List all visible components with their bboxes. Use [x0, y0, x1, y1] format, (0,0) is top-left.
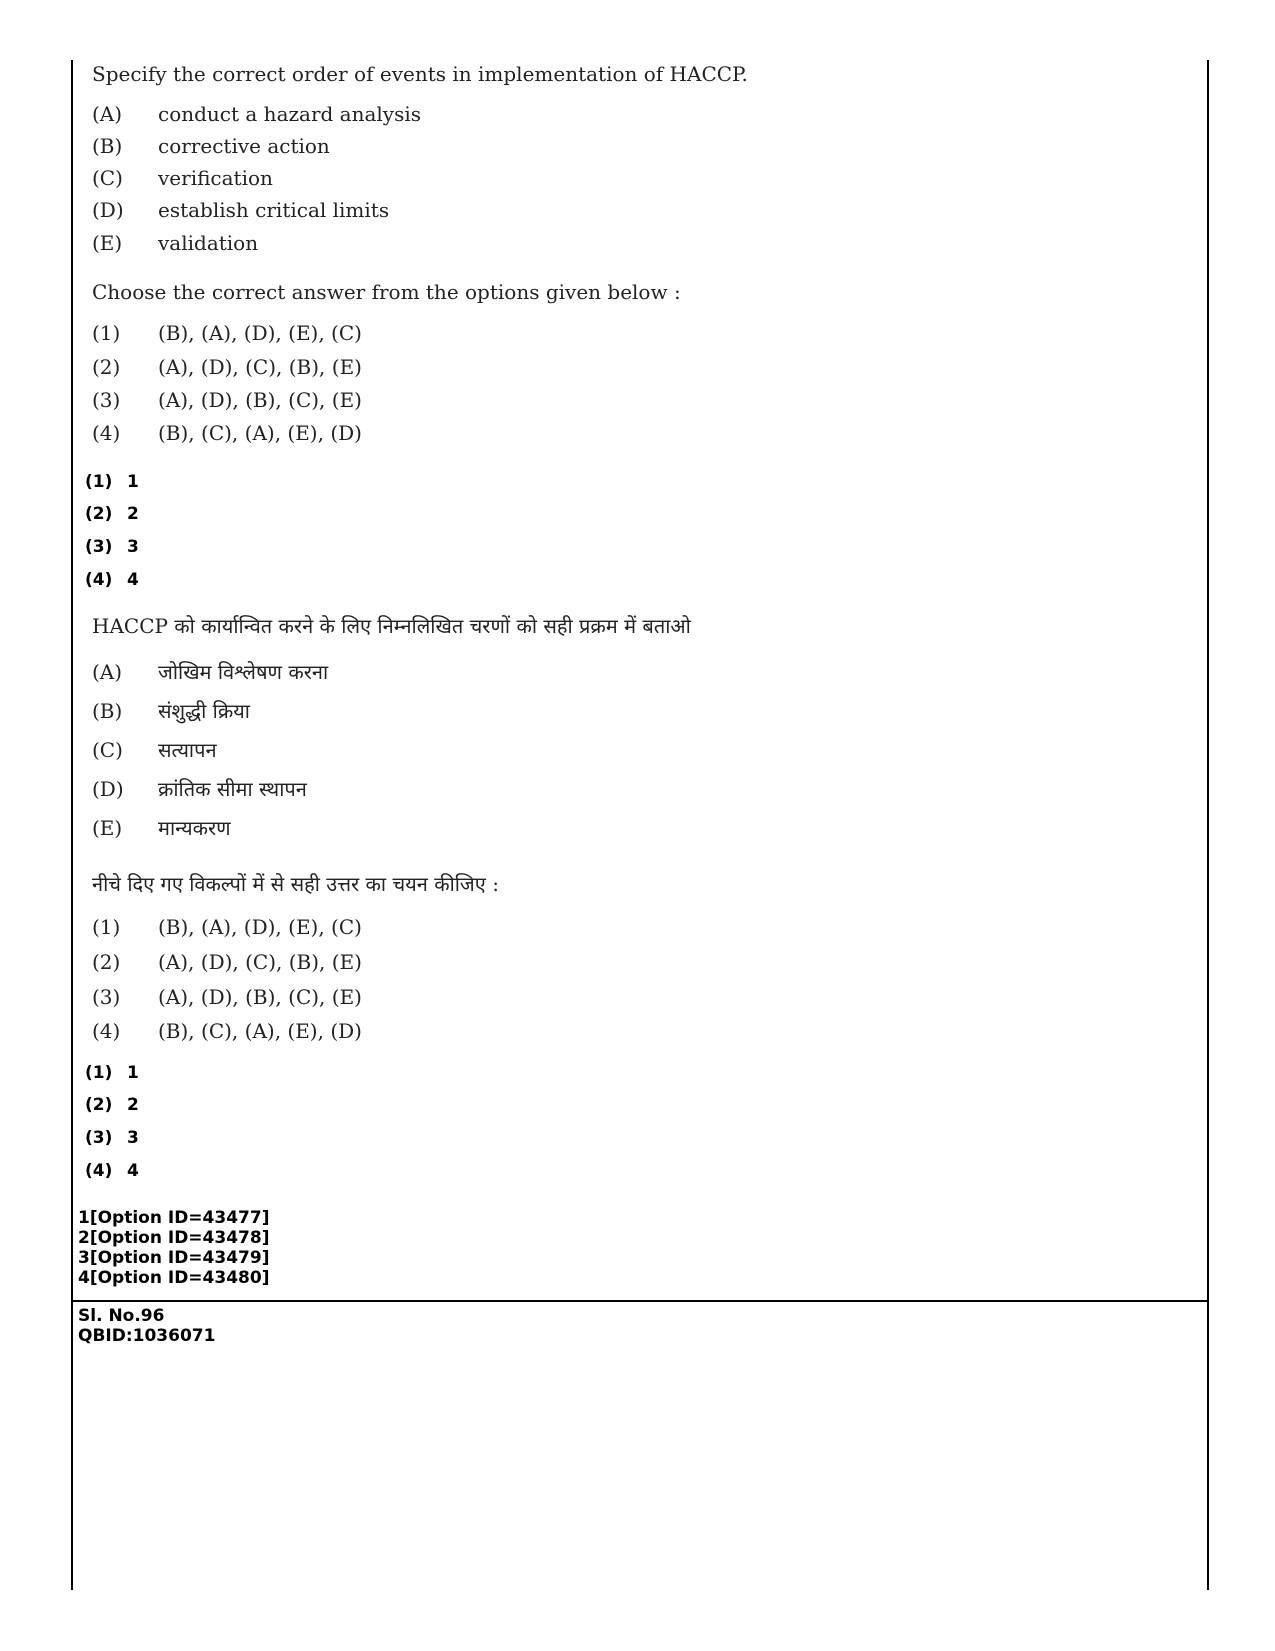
option-number: (2) [85, 1095, 113, 1115]
answer-option-1-hindi[interactable] [85, 1063, 139, 1083]
option-number: (1) [85, 472, 113, 492]
option-id-4: 4[Option ID=43480] [78, 1268, 270, 1288]
item-text: मान्यकरण [158, 816, 231, 840]
qbid: QBID:1036071 [78, 1326, 216, 1346]
option-value: 1 [127, 472, 139, 492]
answer-option-3-hindi[interactable] [85, 1128, 139, 1148]
answer-option-4[interactable] [85, 570, 139, 590]
choice-1-english [92, 321, 362, 345]
item-text: validation [158, 231, 259, 255]
item-label: (C) [92, 166, 123, 190]
answer-option-4-hindi[interactable] [85, 1161, 139, 1181]
option-number: (3) [85, 1128, 113, 1148]
question-stem-hindi: HACCP को कार्यान्वित करने के लिए निम्नलिखित चरणों को सही प्रक्रम में बताओ [92, 614, 691, 638]
choice-2-hindi [92, 950, 362, 974]
option-number: (3) [85, 537, 113, 557]
item-text: सत्यापन [158, 738, 217, 762]
choice-4-english [92, 421, 362, 445]
item-text: संशुद्धी क्रिया [158, 699, 250, 723]
option-value: 4 [127, 570, 139, 590]
option-number: (4) [85, 1161, 113, 1181]
choice-label: (2) [92, 355, 121, 379]
question-stem-english: Specify the correct order of events in implementation of HACCP. [92, 62, 748, 86]
instruction-hindi: नीचे दिए गए विकल्पों में से सही उत्तर का चयन कीजिए : [92, 872, 499, 896]
item-label: (B) [92, 699, 123, 723]
item-b-hindi [92, 697, 250, 724]
choice-1-hindi [92, 915, 362, 939]
option-value: 3 [127, 1128, 139, 1148]
choice-label: (2) [92, 950, 121, 974]
item-text: corrective action [158, 134, 330, 158]
next-question-header [78, 1306, 215, 1346]
item-label: (B) [92, 134, 123, 158]
option-value: 4 [127, 1161, 139, 1181]
item-label: (A) [92, 660, 123, 684]
item-c-english [92, 166, 273, 190]
choice-label: (3) [92, 985, 121, 1009]
choice-label: (4) [92, 421, 121, 445]
item-text: establish critical limits [158, 198, 390, 222]
choice-4-hindi [92, 1019, 362, 1043]
item-label: (C) [92, 738, 123, 762]
option-value: 1 [127, 1063, 139, 1083]
option-id-3: 3[Option ID=43479] [78, 1248, 270, 1268]
choice-text: (B), (A), (D), (E), (C) [158, 915, 362, 939]
choice-label: (1) [92, 915, 121, 939]
choice-text: (A), (D), (C), (B), (E) [158, 355, 362, 379]
instruction-english: Choose the correct answer from the options given below : [92, 280, 681, 304]
item-label: (A) [92, 102, 123, 126]
question-divider [71, 1300, 1209, 1302]
choice-2-english [92, 355, 362, 379]
option-number: (4) [85, 570, 113, 590]
serial-number: Sl. No.96 [78, 1306, 165, 1326]
choice-text: (B), (A), (D), (E), (C) [158, 321, 362, 345]
answer-option-3[interactable] [85, 537, 139, 557]
item-label: (E) [92, 816, 123, 840]
choice-label: (3) [92, 388, 121, 412]
answer-option-2-hindi[interactable] [85, 1095, 139, 1115]
item-c-hindi [92, 736, 217, 763]
option-value: 3 [127, 537, 139, 557]
item-text: verification [158, 166, 273, 190]
answer-option-2[interactable] [85, 504, 139, 524]
option-number: (1) [85, 1063, 113, 1083]
choice-text: (B), (C), (A), (E), (D) [158, 421, 362, 445]
option-id-list [78, 1208, 269, 1288]
choice-text: (A), (D), (C), (B), (E) [158, 950, 362, 974]
item-e-hindi [92, 814, 231, 841]
item-b-english [92, 134, 330, 158]
choice-text: (A), (D), (B), (C), (E) [158, 388, 362, 412]
option-value: 2 [127, 504, 139, 524]
option-id-2: 2[Option ID=43478] [78, 1228, 270, 1248]
item-text: जोखिम विश्लेषण करना [158, 660, 329, 684]
choice-label: (4) [92, 1019, 121, 1043]
answer-option-1[interactable] [85, 472, 139, 492]
item-d-english [92, 198, 389, 222]
item-a-hindi [92, 658, 328, 685]
item-d-hindi [92, 775, 307, 802]
choice-3-hindi [92, 985, 362, 1009]
item-label: (E) [92, 231, 123, 255]
option-id-1: 1[Option ID=43477] [78, 1208, 270, 1228]
option-number: (2) [85, 504, 113, 524]
choice-3-english [92, 388, 362, 412]
choice-text: (B), (C), (A), (E), (D) [158, 1019, 362, 1043]
item-label: (D) [92, 777, 124, 801]
item-a-english [92, 102, 421, 126]
item-label: (D) [92, 198, 124, 222]
item-text: क्रांतिक सीमा स्थापन [158, 777, 307, 801]
item-e-english [92, 231, 258, 255]
choice-label: (1) [92, 321, 121, 345]
choice-text: (A), (D), (B), (C), (E) [158, 985, 362, 1009]
option-value: 2 [127, 1095, 139, 1115]
item-text: conduct a hazard analysis [158, 102, 422, 126]
